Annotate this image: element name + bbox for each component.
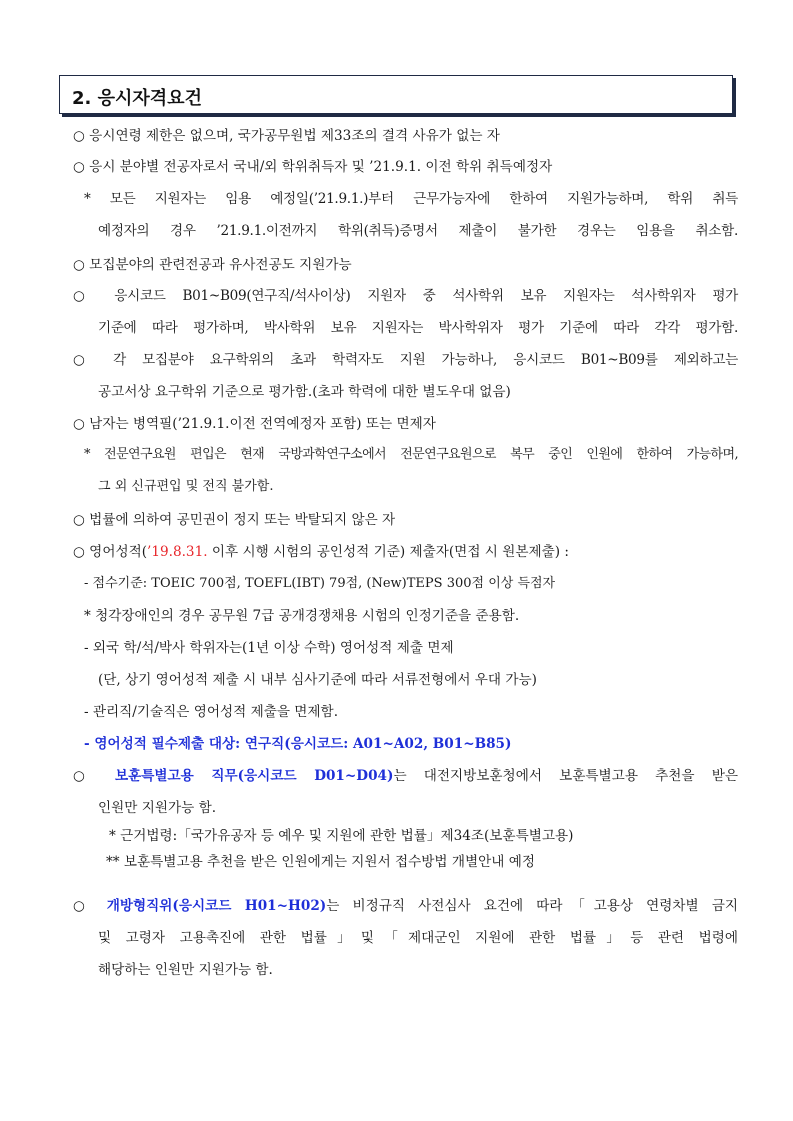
highlight-veterans: 보훈특별고용 직무(응시코드 D01~D04) <box>114 768 394 784</box>
dash-line: - 점수기준: TOEIC 700점, TOEFL(IBT) 79점, (New)TEPS 300점 이상 득점자 <box>84 576 556 591</box>
text-line: ○ 남자는 병역필(’21.9.1.이전 전역예정자 포함) 또는 면제자 <box>73 416 436 432</box>
note-line: * 모든 지원자는 임용 예정일(’21.9.1.)부터 근무가능자에 한하여 지원가능하며, 학위 취득 <box>84 191 738 207</box>
highlight-date: ’19.8.31. <box>147 544 208 560</box>
text-line: 및 고령자 고용촉진에 관한 법률」및「제대군인 지원에 관한 법률」등 관련 법령에 <box>98 930 738 946</box>
text-line: ○ 응시 분야별 전공자로서 국내/외 학위취득자 및 ’21.9.1. 이전 학위 취득예정자 <box>73 159 553 175</box>
text-segment: 이후 시행 시험의 공인성적 기준) 제출자(면접 시 원본제출) : <box>207 544 569 560</box>
text-segment: ○ <box>73 768 115 784</box>
dash-line: - 관리직/기술직은 영어성적 제출을 면제함. <box>84 704 339 720</box>
note-line: * 청각장애인의 경우 공무원 7급 공개경쟁채용 시험의 인정기준을 준용함. <box>84 608 520 624</box>
note-line: ** 보훈특별고용 추천을 받은 인원에게는 지원서 접수방법 개별안내 예정 <box>106 854 535 870</box>
text-line: ○ 응시코드 B01~B09(연구직/석사이상) 지원자 중 석사학위 보유 지원자는 석사학위자 평가 <box>73 288 738 304</box>
text-line-english-score <box>73 543 569 561</box>
highlight-open-position: 개방형직위(응시코드 H01~H02) <box>106 898 327 914</box>
text-line: (단, 상기 영어성적 제출 시 내부 심사기준에 따라 서류전형에서 우대 가능) <box>98 672 537 688</box>
text-line: 인원만 지원가능 함. <box>98 800 217 816</box>
dash-line-required: - 영어성적 필수제출 대상: 연구직(응시코드: A01~A02, B01~B85) <box>84 736 512 752</box>
text-line-open-position <box>73 897 738 915</box>
text-segment: 는 비정규직 사전심사 요건에 따라「고용상 연령차별 금지 <box>326 898 739 914</box>
section-title: 2. 응시자격요건 <box>72 88 202 109</box>
text-line: ○ 각 모집분야 요구학위의 초과 학력자도 지원 가능하나, 응시코드 B01~B09를 제외하고는 <box>73 352 738 368</box>
text-segment: ○ 영어성적( <box>73 544 148 560</box>
text-line: ○ 응시연령 제한은 없으며, 국가공무원법 제33조의 결격 사유가 없는 자 <box>73 128 500 144</box>
text-line: ○ 모집분야의 관련전공과 유사전공도 지원가능 <box>73 257 352 273</box>
note-line: * 근거법령:「국가유공자 등 예우 및 지원에 관한 법률」제34조(보훈특별고용) <box>109 828 574 844</box>
text-line-veterans <box>73 767 738 785</box>
note-line: 그 외 신규편입 및 전직 불가함. <box>98 479 274 494</box>
text-line: 기준에 따라 평가하며, 박사학위 보유 지원자는 박사학위자 평가 기준에 따라 각각 평가함. <box>98 320 738 336</box>
text-segment: 는 대전지방보훈청에서 보훈특별고용 추천을 받은 <box>393 768 739 784</box>
text-line: 해당하는 인원만 지원가능 함. <box>98 962 273 978</box>
dash-line: - 외국 학/석/박사 학위자는(1년 이상 수학) 영어성적 제출 면제 <box>84 640 454 656</box>
note-line: 예정자의 경우 ’21.9.1.이전까지 학위(취득)증명서 제출이 불가한 경우는 임용을 취소함. <box>98 223 738 239</box>
note-line: * 전문연구요원 편입은 현재 국방과학연구소에서 전문연구요원으로 복무 중인 인원에 한하여 가능하며, <box>84 447 738 462</box>
text-segment: ○ <box>73 898 107 914</box>
section-header-box <box>59 75 733 114</box>
text-line: 공고서상 요구학위 기준으로 평가함.(초과 학력에 대한 별도우대 없음) <box>98 384 511 400</box>
text-line: ○ 법률에 의하여 공민권이 정지 또는 박탈되지 않은 자 <box>73 512 396 528</box>
